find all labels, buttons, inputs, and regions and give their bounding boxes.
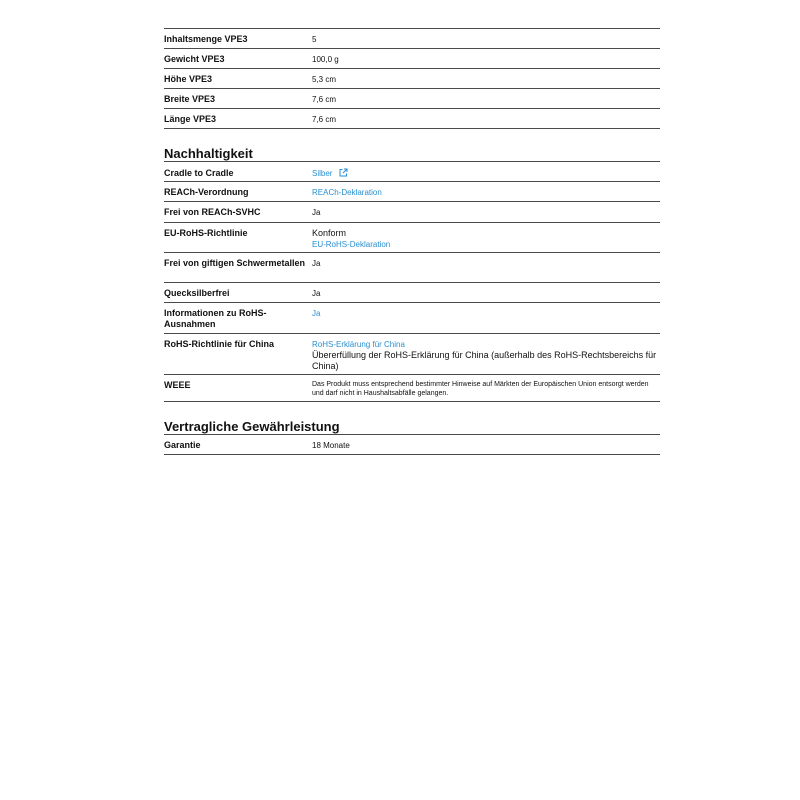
row-value: Das Produkt muss entsprechend bestimmter Hinweise auf Märkten der Europäischen Union entsorgt werden und darf nicht in Haushaltsabfälle gelangen. [312, 381, 649, 397]
row-label: Höhe VPE3 [164, 74, 213, 84]
row-label: Gewicht VPE3 [164, 54, 225, 64]
row-label: Frei von REACh-SVHC [164, 207, 261, 217]
section-title-warranty: Vertragliche Gewährleistung [164, 419, 660, 435]
row-value: 5 [312, 35, 317, 44]
row-value [312, 228, 660, 250]
row-value [312, 187, 660, 198]
table-row [164, 49, 660, 69]
table-row [164, 375, 660, 402]
table-row [164, 109, 660, 129]
rohs-exceptions-link[interactable]: Ja [312, 309, 321, 318]
row-value: 100,0 g [312, 55, 339, 64]
rohs-status: Konform [312, 228, 347, 238]
row-label: REACh-Verordnung [164, 187, 249, 197]
table-row [164, 202, 660, 223]
row-label: Inhaltsmenge VPE3 [164, 34, 248, 44]
row-value: 7,6 cm [312, 115, 337, 124]
table-row [164, 435, 660, 455]
row-value: Ja [312, 259, 321, 268]
row-label: Informationen zu RoHS-Ausnahmen [164, 308, 267, 329]
cradle-link[interactable]: Silber [312, 169, 333, 178]
external-link-icon[interactable] [339, 168, 348, 180]
rohs-china-link[interactable]: RoHS-Erklärung für China [312, 340, 405, 349]
product-details [164, 28, 660, 455]
row-value: 7,6 cm [312, 95, 337, 104]
section-title-sustainability: Nachhaltigkeit [164, 146, 660, 162]
row-label: Quecksilberfrei [164, 288, 230, 298]
row-label: Garantie [164, 440, 201, 450]
table-row [164, 69, 660, 89]
table-row [164, 182, 660, 202]
reach-declaration-link[interactable]: REACh-Deklaration [312, 188, 382, 197]
row-value [312, 168, 660, 180]
table-row [164, 253, 660, 283]
row-label: Frei von giftigen Schwermetallen [164, 258, 306, 268]
table-row [164, 223, 660, 253]
packaging-table [164, 28, 660, 129]
row-label: Breite VPE3 [164, 94, 216, 104]
row-label: WEEE [164, 380, 191, 390]
row-value: Ja [312, 208, 321, 217]
row-label: EU-RoHS-Richtlinie [164, 228, 248, 238]
rohs-china-text: Übererfüllung der RoHS-Erklärung für China (außerhalb des RoHS-Rechtsbereichs für China) [312, 350, 657, 371]
row-value: 18 Monate [312, 441, 350, 450]
row-value [312, 339, 660, 372]
row-label: RoHS-Richtlinie für China [164, 339, 274, 349]
table-row [164, 29, 660, 49]
row-label: Länge VPE3 [164, 114, 217, 124]
row-value: Ja [312, 289, 321, 298]
row-label: Cradle to Cradle [164, 168, 234, 178]
row-value: 5,3 cm [312, 75, 337, 84]
row-value [312, 308, 660, 319]
table-row [164, 334, 660, 375]
table-row [164, 89, 660, 109]
table-row [164, 162, 660, 182]
rohs-declaration-link[interactable]: EU-RoHS-Deklaration [312, 240, 391, 249]
warranty-table [164, 435, 660, 455]
sustainability-table [164, 162, 660, 402]
table-row [164, 283, 660, 303]
table-row [164, 303, 660, 334]
